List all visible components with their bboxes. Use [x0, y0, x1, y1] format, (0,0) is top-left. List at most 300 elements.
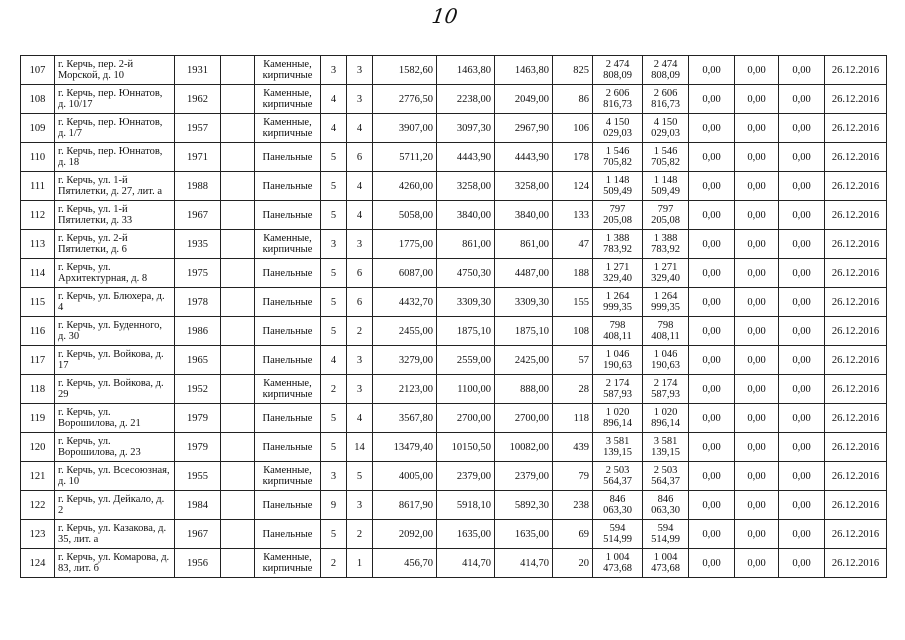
floors-cell: 9: [321, 491, 347, 520]
area-cell: 1100,00: [437, 375, 495, 404]
area-cell: 10082,00: [495, 433, 553, 462]
total-area-cell: 4260,00: [373, 172, 437, 201]
cost-cell: 2 174 587,93: [643, 375, 689, 404]
year-cell: 1952: [175, 375, 221, 404]
table-row: [21, 172, 887, 201]
floors-cell: 5: [321, 520, 347, 549]
row-number: 123: [21, 520, 55, 549]
amount-cell: 0,00: [689, 143, 735, 172]
date-cell: 26.12.2016: [825, 549, 887, 578]
row-number: 112: [21, 201, 55, 230]
floors-cell: 5: [321, 259, 347, 288]
area-cell: 1463,80: [437, 56, 495, 85]
date-cell: 26.12.2016: [825, 491, 887, 520]
year-cell: 1978: [175, 288, 221, 317]
year-cell: 1967: [175, 201, 221, 230]
residents-cell: 439: [553, 433, 593, 462]
year-cell: 1979: [175, 404, 221, 433]
cost-cell: 3 581 139,15: [643, 433, 689, 462]
date-cell: 26.12.2016: [825, 317, 887, 346]
address-cell: г. Керчь, пер. Юннатов, д. 10/17: [55, 85, 175, 114]
entrances-cell: 3: [347, 375, 373, 404]
year-cell: 1984: [175, 491, 221, 520]
cost-cell: 1 388 783,92: [643, 230, 689, 259]
entrances-cell: 3: [347, 230, 373, 259]
cost-cell: 846 063,30: [643, 491, 689, 520]
amount-cell: 0,00: [779, 85, 825, 114]
row-number: 117: [21, 346, 55, 375]
amount-cell: 0,00: [735, 317, 779, 346]
total-area-cell: 1775,00: [373, 230, 437, 259]
wall-material-cell: Каменные, кирпичные: [255, 230, 321, 259]
floors-cell: 3: [321, 56, 347, 85]
floors-cell: 5: [321, 201, 347, 230]
amount-cell: 0,00: [779, 143, 825, 172]
area-cell: 2238,00: [437, 85, 495, 114]
area-cell: 1875,10: [437, 317, 495, 346]
area-cell: 1875,10: [495, 317, 553, 346]
amount-cell: 0,00: [689, 288, 735, 317]
year-cell: 1967: [175, 520, 221, 549]
address-cell: г. Керчь, ул. Архитектурная, д. 8: [55, 259, 175, 288]
residents-cell: 86: [553, 85, 593, 114]
area-cell: 1635,00: [495, 520, 553, 549]
amount-cell: 0,00: [779, 259, 825, 288]
residents-cell: 188: [553, 259, 593, 288]
cost-cell: 1 004 473,68: [643, 549, 689, 578]
empty-cell: [221, 317, 255, 346]
cost-cell: 2 503 564,37: [593, 462, 643, 491]
cost-cell: 1 148 509,49: [643, 172, 689, 201]
area-cell: 3840,00: [437, 201, 495, 230]
area-cell: 414,70: [437, 549, 495, 578]
amount-cell: 0,00: [735, 520, 779, 549]
address-cell: г. Керчь, ул. Войкова, д. 29: [55, 375, 175, 404]
amount-cell: 0,00: [779, 404, 825, 433]
year-cell: 1975: [175, 259, 221, 288]
address-cell: г. Керчь, ул. Всесоюзная, д. 10: [55, 462, 175, 491]
wall-material-cell: Каменные, кирпичные: [255, 375, 321, 404]
amount-cell: 0,00: [689, 404, 735, 433]
area-cell: 888,00: [495, 375, 553, 404]
empty-cell: [221, 404, 255, 433]
address-cell: г. Керчь, ул. Комарова, д. 83, лит. б: [55, 549, 175, 578]
table-row: [21, 201, 887, 230]
floors-cell: 4: [321, 346, 347, 375]
row-number: 124: [21, 549, 55, 578]
total-area-cell: 8617,90: [373, 491, 437, 520]
entrances-cell: 4: [347, 404, 373, 433]
table-row: [21, 56, 887, 85]
table-row: [21, 114, 887, 143]
year-cell: 1931: [175, 56, 221, 85]
amount-cell: 0,00: [735, 172, 779, 201]
area-cell: 3097,30: [437, 114, 495, 143]
address-cell: г. Керчь, ул. 1-й Пятилетки, д. 27, лит. а: [55, 172, 175, 201]
amount-cell: 0,00: [735, 375, 779, 404]
row-number: 118: [21, 375, 55, 404]
year-cell: 1935: [175, 230, 221, 259]
amount-cell: 0,00: [735, 143, 779, 172]
year-cell: 1988: [175, 172, 221, 201]
date-cell: 26.12.2016: [825, 172, 887, 201]
residents-cell: 238: [553, 491, 593, 520]
wall-material-cell: Каменные, кирпичные: [255, 549, 321, 578]
row-number: 119: [21, 404, 55, 433]
area-cell: 414,70: [495, 549, 553, 578]
cost-cell: 1 046 190,63: [643, 346, 689, 375]
table-row: [21, 549, 887, 578]
empty-cell: [221, 259, 255, 288]
area-cell: 3258,00: [437, 172, 495, 201]
entrances-cell: 3: [347, 56, 373, 85]
empty-cell: [221, 201, 255, 230]
floors-cell: 3: [321, 230, 347, 259]
date-cell: 26.12.2016: [825, 433, 887, 462]
residents-cell: 28: [553, 375, 593, 404]
empty-cell: [221, 143, 255, 172]
amount-cell: 0,00: [735, 230, 779, 259]
cost-cell: 2 606 816,73: [593, 85, 643, 114]
amount-cell: 0,00: [779, 201, 825, 230]
area-cell: 3309,30: [495, 288, 553, 317]
empty-cell: [221, 114, 255, 143]
total-area-cell: 456,70: [373, 549, 437, 578]
date-cell: 26.12.2016: [825, 259, 887, 288]
year-cell: 1956: [175, 549, 221, 578]
amount-cell: 0,00: [689, 491, 735, 520]
total-area-cell: 2092,00: [373, 520, 437, 549]
amount-cell: 0,00: [779, 317, 825, 346]
cost-cell: 4 150 029,03: [593, 114, 643, 143]
address-cell: г. Керчь, ул. Войкова, д. 17: [55, 346, 175, 375]
area-cell: 2700,00: [437, 404, 495, 433]
entrances-cell: 2: [347, 520, 373, 549]
entrances-cell: 4: [347, 172, 373, 201]
area-cell: 2379,00: [495, 462, 553, 491]
area-cell: 2379,00: [437, 462, 495, 491]
table-row: [21, 491, 887, 520]
total-area-cell: 6087,00: [373, 259, 437, 288]
residents-cell: 124: [553, 172, 593, 201]
amount-cell: 0,00: [779, 462, 825, 491]
area-cell: 1463,80: [495, 56, 553, 85]
residents-cell: 133: [553, 201, 593, 230]
entrances-cell: 14: [347, 433, 373, 462]
entrances-cell: 1: [347, 549, 373, 578]
amount-cell: 0,00: [779, 549, 825, 578]
area-cell: 861,00: [437, 230, 495, 259]
date-cell: 26.12.2016: [825, 114, 887, 143]
amount-cell: 0,00: [735, 288, 779, 317]
amount-cell: 0,00: [735, 56, 779, 85]
amount-cell: 0,00: [779, 520, 825, 549]
amount-cell: 0,00: [689, 346, 735, 375]
amount-cell: 0,00: [735, 433, 779, 462]
table-row: [21, 230, 887, 259]
table-row: [21, 85, 887, 114]
residents-cell: 825: [553, 56, 593, 85]
area-cell: 3309,30: [437, 288, 495, 317]
amount-cell: 0,00: [779, 114, 825, 143]
area-cell: 4750,30: [437, 259, 495, 288]
amount-cell: 0,00: [779, 346, 825, 375]
amount-cell: 0,00: [689, 172, 735, 201]
total-area-cell: 13479,40: [373, 433, 437, 462]
cost-cell: 4 150 029,03: [643, 114, 689, 143]
address-cell: г. Керчь, ул. Буденного, д. 30: [55, 317, 175, 346]
total-area-cell: 5058,00: [373, 201, 437, 230]
table-row: [21, 404, 887, 433]
cost-cell: 2 606 816,73: [643, 85, 689, 114]
area-cell: 2967,90: [495, 114, 553, 143]
floors-cell: 2: [321, 375, 347, 404]
row-number: 108: [21, 85, 55, 114]
area-cell: 5918,10: [437, 491, 495, 520]
table-row: [21, 462, 887, 491]
page-number: 10: [430, 4, 460, 28]
amount-cell: 0,00: [689, 433, 735, 462]
entrances-cell: 2: [347, 317, 373, 346]
cost-cell: 594 514,99: [643, 520, 689, 549]
floors-cell: 5: [321, 317, 347, 346]
floors-cell: 4: [321, 85, 347, 114]
total-area-cell: 5711,20: [373, 143, 437, 172]
cost-cell: 1 004 473,68: [593, 549, 643, 578]
wall-material-cell: Панельные: [255, 317, 321, 346]
cost-cell: 2 503 564,37: [643, 462, 689, 491]
floors-cell: 5: [321, 433, 347, 462]
cost-cell: 1 271 329,40: [643, 259, 689, 288]
wall-material-cell: Каменные, кирпичные: [255, 114, 321, 143]
entrances-cell: 6: [347, 288, 373, 317]
floors-cell: 5: [321, 404, 347, 433]
date-cell: 26.12.2016: [825, 404, 887, 433]
address-cell: г. Керчь, ул. Ворошилова, д. 21: [55, 404, 175, 433]
empty-cell: [221, 288, 255, 317]
cost-cell: 1 020 896,14: [643, 404, 689, 433]
amount-cell: 0,00: [779, 56, 825, 85]
address-cell: г. Керчь, ул. Блюхера, д. 4: [55, 288, 175, 317]
amount-cell: 0,00: [689, 375, 735, 404]
year-cell: 1965: [175, 346, 221, 375]
empty-cell: [221, 346, 255, 375]
area-cell: 5892,30: [495, 491, 553, 520]
entrances-cell: 4: [347, 114, 373, 143]
floors-cell: 5: [321, 172, 347, 201]
table-row: [21, 259, 887, 288]
date-cell: 26.12.2016: [825, 346, 887, 375]
entrances-cell: 5: [347, 462, 373, 491]
floors-cell: 4: [321, 114, 347, 143]
table-row: [21, 375, 887, 404]
entrances-cell: 3: [347, 346, 373, 375]
total-area-cell: 3567,80: [373, 404, 437, 433]
cost-cell: 3 581 139,15: [593, 433, 643, 462]
floors-cell: 2: [321, 549, 347, 578]
housing-register-table: [20, 55, 887, 578]
address-cell: г. Керчь, пер. Юннатов, д. 1/7: [55, 114, 175, 143]
address-cell: г. Керчь, пер. 2-й Морской, д. 10: [55, 56, 175, 85]
date-cell: 26.12.2016: [825, 56, 887, 85]
cost-cell: 2 474 808,09: [643, 56, 689, 85]
wall-material-cell: Панельные: [255, 520, 321, 549]
address-cell: г. Керчь, ул. 2-й Пятилетки, д. 6: [55, 230, 175, 259]
residents-cell: 155: [553, 288, 593, 317]
cost-cell: 1 546 705,82: [593, 143, 643, 172]
cost-cell: 798 408,11: [593, 317, 643, 346]
amount-cell: 0,00: [735, 462, 779, 491]
residents-cell: 118: [553, 404, 593, 433]
amount-cell: 0,00: [779, 230, 825, 259]
residents-cell: 20: [553, 549, 593, 578]
total-area-cell: 2776,50: [373, 85, 437, 114]
cost-cell: 1 271 329,40: [593, 259, 643, 288]
cost-cell: 2 174 587,93: [593, 375, 643, 404]
row-number: 115: [21, 288, 55, 317]
date-cell: 26.12.2016: [825, 143, 887, 172]
empty-cell: [221, 549, 255, 578]
cost-cell: 1 264 999,35: [593, 288, 643, 317]
row-number: 121: [21, 462, 55, 491]
area-cell: 3840,00: [495, 201, 553, 230]
empty-cell: [221, 433, 255, 462]
cost-cell: 1 388 783,92: [593, 230, 643, 259]
amount-cell: 0,00: [689, 259, 735, 288]
table-row: [21, 346, 887, 375]
entrances-cell: 6: [347, 143, 373, 172]
wall-material-cell: Панельные: [255, 404, 321, 433]
area-cell: 10150,50: [437, 433, 495, 462]
amount-cell: 0,00: [735, 346, 779, 375]
area-cell: 2559,00: [437, 346, 495, 375]
address-cell: г. Керчь, ул. 1-й Пятилетки, д. 33: [55, 201, 175, 230]
amount-cell: 0,00: [779, 172, 825, 201]
date-cell: 26.12.2016: [825, 85, 887, 114]
amount-cell: 0,00: [689, 114, 735, 143]
row-number: 107: [21, 56, 55, 85]
row-number: 122: [21, 491, 55, 520]
address-cell: г. Керчь, ул. Казакова, д. 35, лит. а: [55, 520, 175, 549]
amount-cell: 0,00: [689, 85, 735, 114]
cost-cell: 846 063,30: [593, 491, 643, 520]
total-area-cell: 1582,60: [373, 56, 437, 85]
empty-cell: [221, 172, 255, 201]
area-cell: 2425,00: [495, 346, 553, 375]
address-cell: г. Керчь, пер. Юннатов, д. 18: [55, 143, 175, 172]
area-cell: 4443,90: [437, 143, 495, 172]
total-area-cell: 2123,00: [373, 375, 437, 404]
total-area-cell: 2455,00: [373, 317, 437, 346]
wall-material-cell: Панельные: [255, 201, 321, 230]
empty-cell: [221, 375, 255, 404]
amount-cell: 0,00: [735, 491, 779, 520]
row-number: 110: [21, 143, 55, 172]
empty-cell: [221, 56, 255, 85]
date-cell: 26.12.2016: [825, 230, 887, 259]
area-cell: 4443,90: [495, 143, 553, 172]
date-cell: 26.12.2016: [825, 462, 887, 491]
year-cell: 1971: [175, 143, 221, 172]
amount-cell: 0,00: [735, 201, 779, 230]
amount-cell: 0,00: [735, 259, 779, 288]
entrances-cell: 3: [347, 85, 373, 114]
amount-cell: 0,00: [689, 549, 735, 578]
area-cell: 3258,00: [495, 172, 553, 201]
table-row: [21, 317, 887, 346]
empty-cell: [221, 230, 255, 259]
cost-cell: 1 546 705,82: [643, 143, 689, 172]
year-cell: 1979: [175, 433, 221, 462]
cost-cell: 1 264 999,35: [643, 288, 689, 317]
residents-cell: 106: [553, 114, 593, 143]
floors-cell: 5: [321, 143, 347, 172]
year-cell: 1962: [175, 85, 221, 114]
cost-cell: 1 020 896,14: [593, 404, 643, 433]
cost-cell: 798 408,11: [643, 317, 689, 346]
entrances-cell: 4: [347, 201, 373, 230]
floors-cell: 3: [321, 462, 347, 491]
cost-cell: 1 148 509,49: [593, 172, 643, 201]
cost-cell: 2 474 808,09: [593, 56, 643, 85]
year-cell: 1955: [175, 462, 221, 491]
empty-cell: [221, 462, 255, 491]
date-cell: 26.12.2016: [825, 520, 887, 549]
amount-cell: 0,00: [689, 520, 735, 549]
amount-cell: 0,00: [735, 404, 779, 433]
empty-cell: [221, 85, 255, 114]
amount-cell: 0,00: [779, 491, 825, 520]
address-cell: г. Керчь, ул. Ворошилова, д. 23: [55, 433, 175, 462]
area-cell: 2049,00: [495, 85, 553, 114]
total-area-cell: 4432,70: [373, 288, 437, 317]
area-cell: 1635,00: [437, 520, 495, 549]
wall-material-cell: Панельные: [255, 172, 321, 201]
area-cell: 861,00: [495, 230, 553, 259]
amount-cell: 0,00: [689, 317, 735, 346]
row-number: 120: [21, 433, 55, 462]
amount-cell: 0,00: [735, 85, 779, 114]
cost-cell: 594 514,99: [593, 520, 643, 549]
residents-cell: 108: [553, 317, 593, 346]
table-row: [21, 288, 887, 317]
amount-cell: 0,00: [779, 375, 825, 404]
wall-material-cell: Панельные: [255, 288, 321, 317]
date-cell: 26.12.2016: [825, 201, 887, 230]
wall-material-cell: Панельные: [255, 143, 321, 172]
amount-cell: 0,00: [779, 288, 825, 317]
wall-material-cell: Панельные: [255, 433, 321, 462]
wall-material-cell: Панельные: [255, 491, 321, 520]
date-cell: 26.12.2016: [825, 375, 887, 404]
row-number: 116: [21, 317, 55, 346]
wall-material-cell: Панельные: [255, 346, 321, 375]
total-area-cell: 4005,00: [373, 462, 437, 491]
cost-cell: 797 205,08: [593, 201, 643, 230]
floors-cell: 5: [321, 288, 347, 317]
amount-cell: 0,00: [689, 462, 735, 491]
empty-cell: [221, 520, 255, 549]
residents-cell: 57: [553, 346, 593, 375]
cost-cell: 797 205,08: [643, 201, 689, 230]
table-row: [21, 520, 887, 549]
total-area-cell: 3279,00: [373, 346, 437, 375]
row-number: 111: [21, 172, 55, 201]
residents-cell: 79: [553, 462, 593, 491]
year-cell: 1986: [175, 317, 221, 346]
wall-material-cell: Панельные: [255, 259, 321, 288]
empty-cell: [221, 491, 255, 520]
